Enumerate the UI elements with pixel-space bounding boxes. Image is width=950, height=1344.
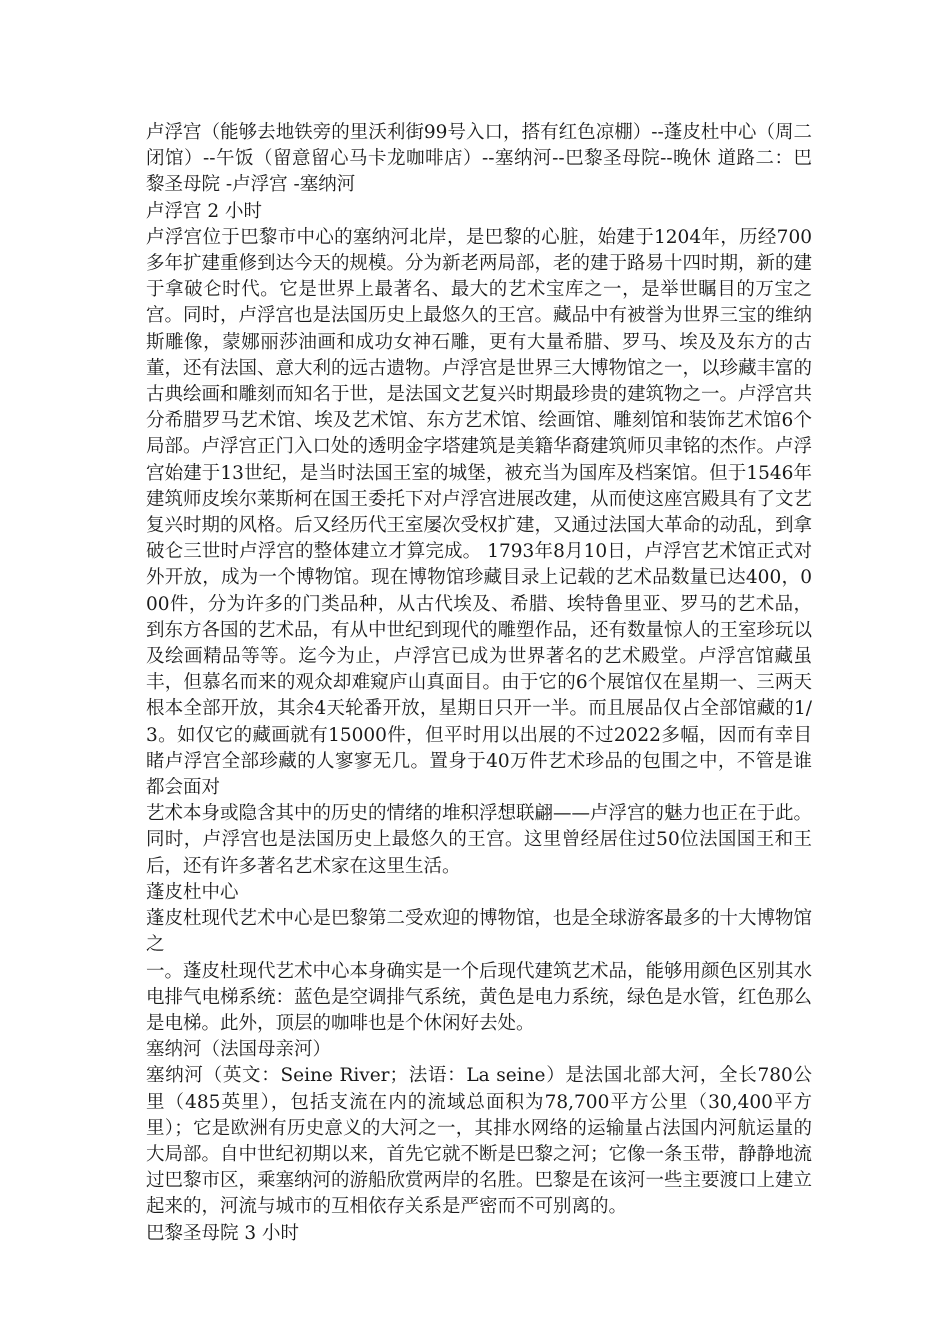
notre-dame-heading: 巴黎圣母院 3 小时 — [146, 1222, 300, 1244]
pompidou-paragraph-1: 蓬皮杜现代艺术中心是巴黎第二受欢迎的博物馆，也是全球游客最多的十大博物馆之 — [146, 908, 813, 956]
seine-paragraph: 塞纳河（英文：Seine River；法语：La seine）是法国北部大河，全长780公里（485英里），包括支流在内的流域总面积为78,700平方公里（30,400平方里）；它是欧洲有历史意义的大河之一，其排水网络的运输量占法国内河航运量的大局部。自中世纪初期以来，首先它就不断是巴黎之河；它像一条玉带，静静地流过巴黎市区，乘塞纳河的游船欣赏两岸的名胜。巴黎是在该河一些主要渡口上建立起来的，河流与城市的互相依存关系是严密而不可别离的。 — [146, 1065, 813, 1218]
louvre-heading: 卢浮宫 2 小时 — [146, 200, 263, 222]
louvre-paragraph-1: 卢浮宫位于巴黎市中心的塞纳河北岸，是巴黎的心脏，始建于1204年，历经700多年扩建重修到达今天的规模。分为新老两局部，老的建于路易十四时期，新的建于拿破仑时代。它是世界上最著名、最大的艺术宝库之一，是举世瞩目的万宝之宫。同时，卢浮宫也是法国历史上最悠久的王宫。藏品中有被誉为世界三宝的维纳斯雕像，蒙娜丽莎油画和成功女神石雕，更有大量希腊、罗马、埃及及东方的古董，还有法国、意大利的远古遗物。卢浮宫是世界三大博物馆之一，以珍藏丰富的古典绘画和雕刻而知名于世，是法国文艺复兴时期最珍贵的建筑物之一。卢浮宫共分希腊罗马艺术馆、埃及艺术馆、东方艺术馆、绘画馆、雕刻馆和装饰艺术馆6个局部。卢浮宫正门入口处的透明金字塔建筑是美籍华裔建筑师贝聿铭的杰作。卢浮宫始建于13世纪，是当时法国王室的城堡，被充当为国库及档案馆。但于1546年建筑师皮埃尔莱斯柯在国王委托下对卢浮宫进展改建，从而使这座宫殿具有了文艺复兴时期的风格。后又经历代王室屡次受权扩建，又通过法国大革命的动乱，到拿破仑三世时卢浮宫的整体建立才算完成。 1793年8月10日，卢浮宫艺术馆正式对外开放，成为一个博物馆。现在博物馆珍藏目录上记载的艺术品数量已达400，000件，分为许多的门类品种，从古代埃及、希腊、埃特鲁里亚、罗马的艺术品，到东方各国的艺术品，有从中世纪到现代的雕塑作品，还有数量惊人的王室珍玩以及绘画精品等等。迄今为止，卢浮宫已成为世界著名的艺术殿堂。卢浮宫馆藏虽丰，但慕名而来的观众却难窥庐山真面目。由于它的6个展馆仅在星期一、三两天根本全部开放，其余4天轮番开放，星期日只开一半。而且展品仅占全部馆藏的1/3。如仅它的藏画就有15000件，但平时用以出展的不过2022多幅，因而有幸目睹卢浮宫全部珍藏的人寥寥无几。置身于40万件艺术珍品的包围之中，不管是谁都会面对 — [146, 226, 813, 799]
pompidou-paragraph-2: 一。蓬皮杜现代艺术中心本身确实是一个后现代建筑艺术品，能够用颜色区别其水电排气电梯系统：蓝色是空调排气系统，黄色是电力系统，绿色是水管，红色那么是电梯。此外，顶层的咖啡也是个休闲好去处。 — [146, 960, 813, 1034]
itinerary-intro: 卢浮宫（能够去地铁旁的里沃利街99号入口，搭有红色凉棚）--蓬皮杜中心（周二闭馆）--午饭（留意留心马卡龙咖啡店）--塞纳河--巴黎圣母院--晚休 道路二：巴黎圣母院 -卢浮宫 -塞纳河 — [146, 122, 812, 196]
pompidou-heading: 蓬皮杜中心 — [146, 881, 239, 903]
louvre-paragraph-2: 艺术本身或隐含其中的历史的情绪的堆积浮想联翩——卢浮宫的魅力也正在于此。同时，卢浮宫也是法国历史上最悠久的王宫。这里曾经居住过50位法国国王和王后，还有许多著名艺术家在这里生活。 — [146, 803, 813, 877]
seine-heading: 塞纳河（法国母亲河） — [146, 1039, 332, 1061]
document-body — [146, 120, 812, 1247]
